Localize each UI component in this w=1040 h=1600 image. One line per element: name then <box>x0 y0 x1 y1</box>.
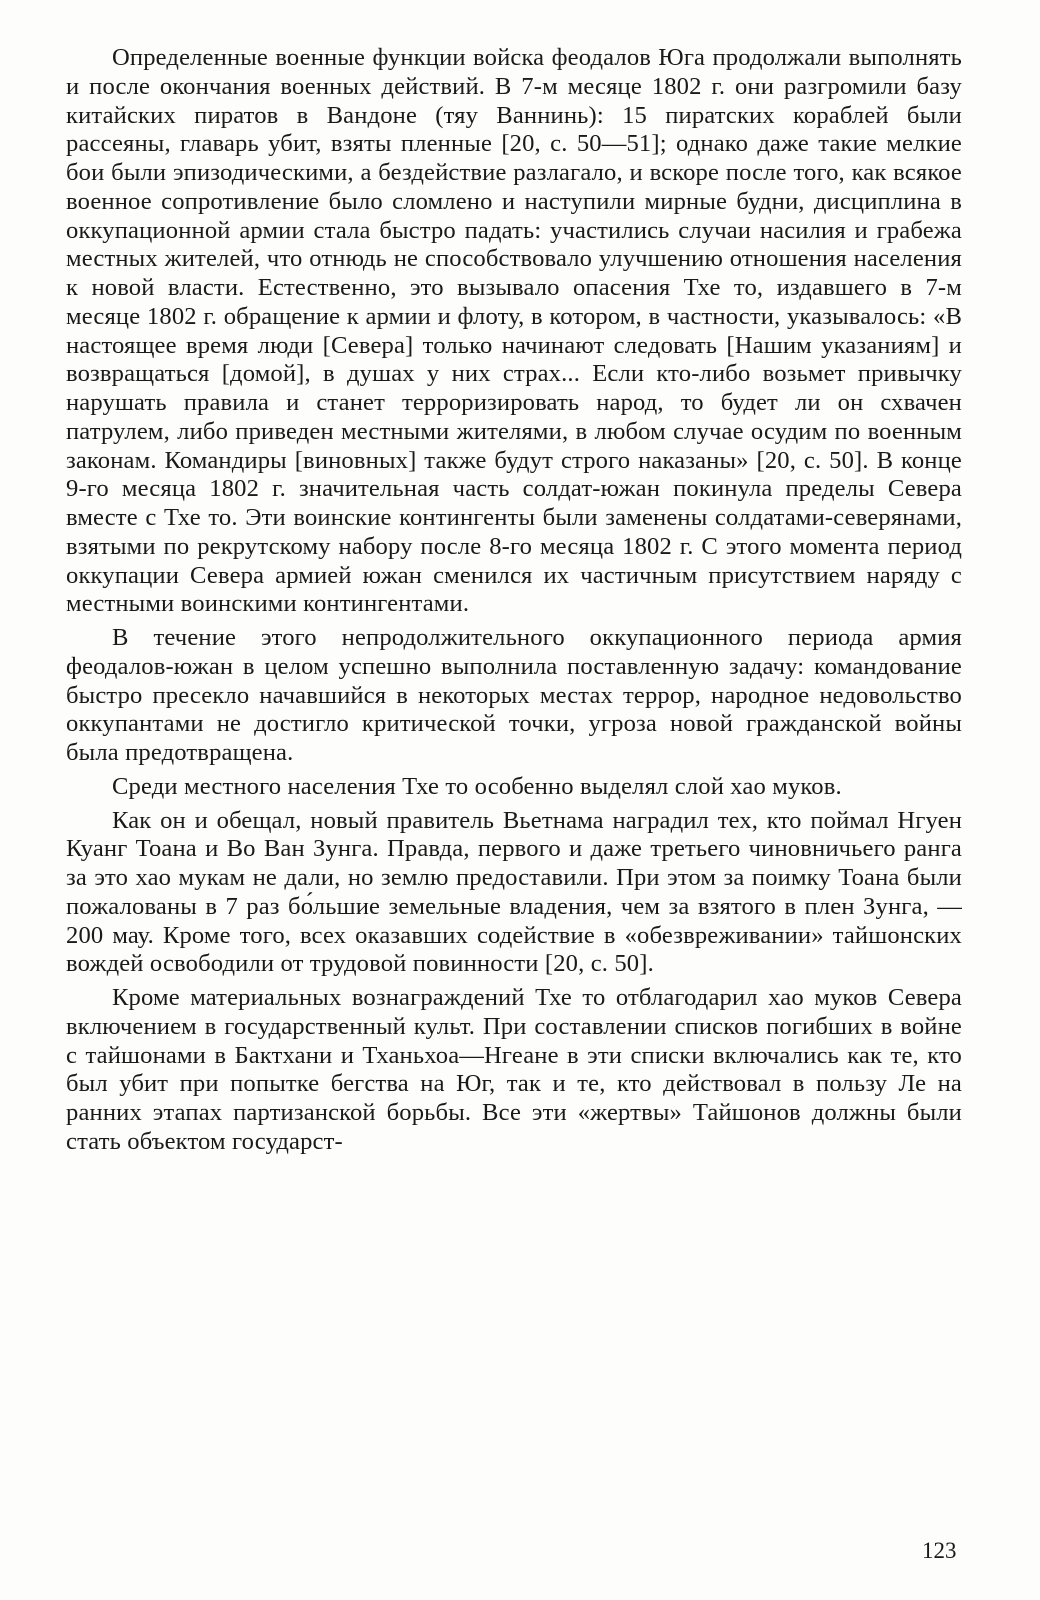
paragraph-5: Кроме материальных вознаграждений Тхе то отблагодарил хао муков Севера включением в государственный культ. При составлении списков погибших в войне с тайшонами в Бактхани и Тханьхоа—Нгеане в эти списки включались как те, кто был убит при попытке бегства на Юг, так и те, кто действовал в пользу Ле на ранних этапах партизанской борьбы. Все эти «жертвы» Тайшонов должны были стать объектом государст- <box>66 984 962 1155</box>
paragraph-2: В течение этого непродолжительного оккупационного периода армия феодалов-южан в целом успешно выполнила поставленную задачу: командование быстро пресекло начавшийся в некоторых местах террор, народное недовольство оккупантами не достигло критической точки, угроза новой гражданской войны была предотвращена. <box>66 624 962 766</box>
paragraph-1: Определенные военные функции войска феодалов Юга продолжали выполнять и после окончания военных действий. В 7-м месяце 1802 г. они разгромили базу китайских пиратов в Вандоне (тяу Ваннинь): 15 пиратских кораблей были рассеяны, главарь убит, взяты пленные [20, с. 50—51]; однако даже такие мелкие бои были эпизодическими, а бездействие разлагало, и вскоре после того, как всякое военное сопротивление было сломлено и наступили мирные будни, дисциплина в оккупационной армии стала быстро падать: участились случаи насилия и грабежа местных жителей, что отнюдь не способствовало улучшению отношения населения к новой власти. Естественно, это вызывало опасения Тхе то, издавшего в 7-м месяце 1802 г. обращение к армии и флоту, в котором, в частности, указывалось: «В настоящее время люди [Севера] только начинают следовать [Нашим указаниям] и возвращаться [домой], в душах у них страх... Если кто-либо возьмет привычку нарушать правила и станет терроризировать народ, то будет ли он схвачен патрулем, либо приведен местными жителями, в любом случае осудим по военным законам. Командиры [виновных] также будут строго наказаны» [20, с. 50]. В конце 9-го месяца 1802 г. значительная часть солдат-южан покинула пределы Севера вместе с Тхе то. Эти воинские контингенты были заменены солдатами-северянами, взятыми по рекрутскому набору после 8-го месяца 1802 г. С этого момента период оккупации Севера армией южан сменился их частичным присутствием наряду с местными воинскими контингентами. <box>66 44 962 618</box>
paragraph-4: Как он и обещал, новый правитель Вьетнама наградил тех, кто поймал Нгуен Куанг Тоана и Во Ван Зунга. Правда, первого и даже третьего чиновничьего ранга за это хао мукам не дали, но землю предоставили. При этом за поимку Тоана были пожалованы в 7 раз бо́льшие земельные владения, чем за взятого в плен Зунга, — 200 мау. Кроме того, всех оказавших содействие в «обезвреживании» тайшонских вождей освободили от трудовой повинности [20, с. 50]. <box>66 806 962 978</box>
body-text <box>66 44 962 1157</box>
paragraph-3: Среди местного населения Тхе то особенно выделял слой хао муков. <box>112 772 842 800</box>
page-number: 123 <box>922 1538 957 1563</box>
